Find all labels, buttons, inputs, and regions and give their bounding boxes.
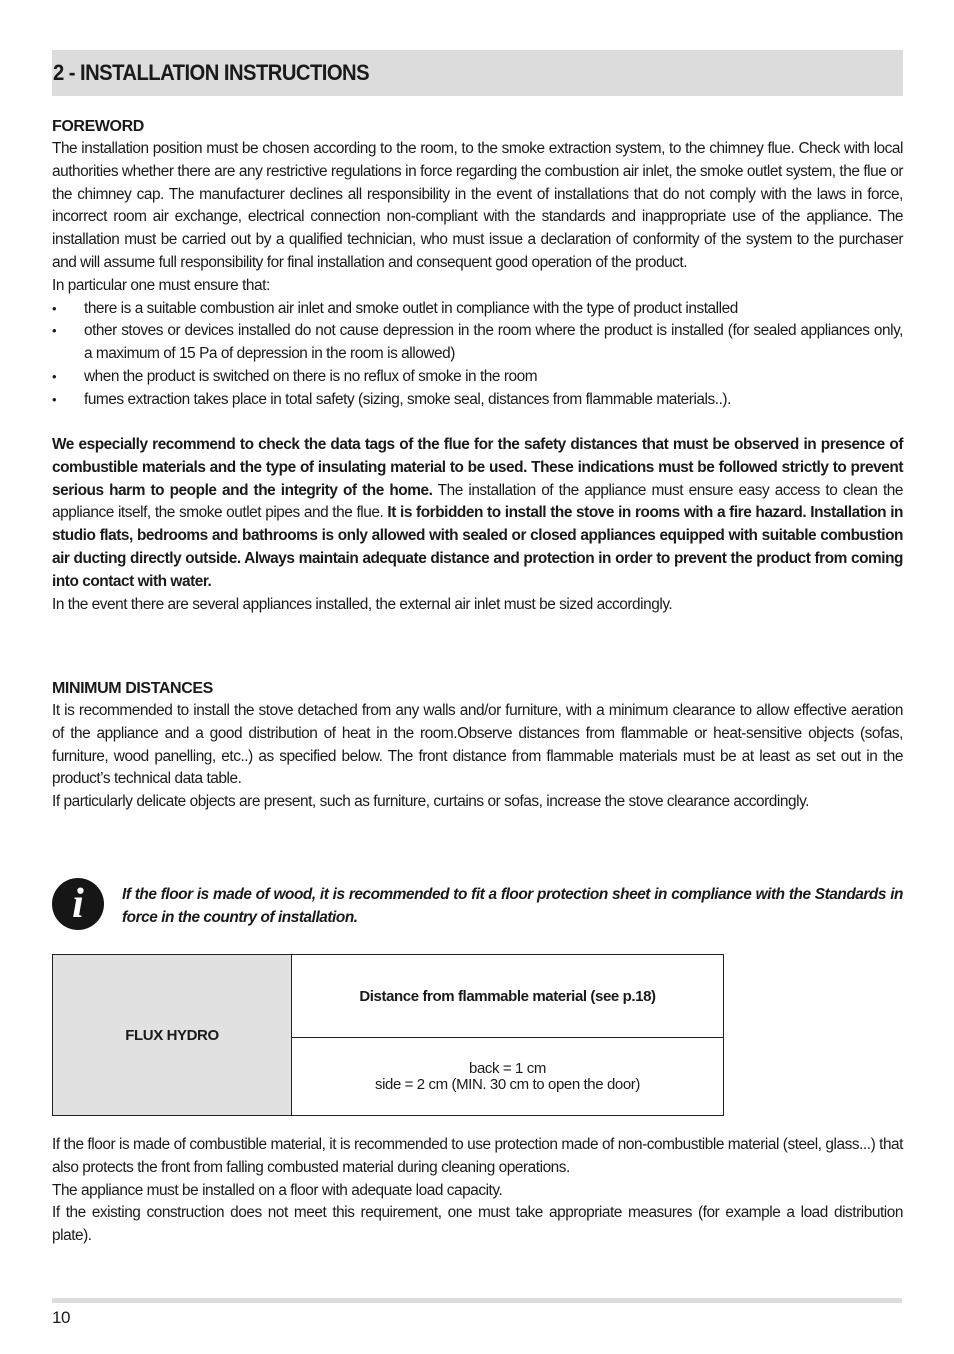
minimum-distances-section bbox=[52, 678, 903, 814]
page-number: 10 bbox=[52, 1308, 70, 1327]
section-header-bar bbox=[52, 50, 903, 96]
info-note-text: If the floor is made of wood, it is recommended to fit a floor protection sheet in compliance with the Standards in force in the country of installation. bbox=[122, 886, 903, 926]
list-item: • there is a suitable combustion air inlet and smoke outlet in compliance with the type of product installed bbox=[52, 298, 903, 321]
warning-normal-text: The installation of the appliance must ensure easy access to clean the appliance itself, the smoke outlet pipes and the flue. bbox=[52, 481, 903, 522]
floor-section bbox=[52, 1134, 903, 1248]
list-item: • other stoves or devices installed do not cause depression in the room where the product is installed (for sealed appliances only, a maximum of 15 Pa of depression in the room is allowed) bbox=[52, 320, 903, 366]
air-inlet-note: In the event there are several appliances installed, the external air inlet must be sized accordingly. bbox=[52, 595, 673, 613]
back-distance: back = 1 cm bbox=[469, 1059, 546, 1077]
warning-bold-text: We especially recommend to check the data tags of the flue for the safety distances that must be observed in presence of combustible materials and the type of insulating material to be used. These indications must be followed strictly to prevent serious harm to people and the integrity of the home. bbox=[52, 436, 903, 499]
footer-bar bbox=[52, 1298, 902, 1303]
warning-fire-hazard-text: It is forbidden to install the stove in rooms with a fire hazard. Installation in studio flats, bedrooms and bathrooms is only allowed with sealed or closed appliances equipped with suitable combustion air ducting directly outside. Always maintain adequate distance and protection in order to prevent the product from coming into contact with water. bbox=[52, 504, 903, 590]
requirements-list bbox=[52, 298, 903, 412]
delicate-objects-paragraph: If particularly delicate objects are present, such as furniture, curtains or sofas, increase the stove clearance accordingly. bbox=[52, 793, 810, 811]
floor-paragraph-2: The appliance must be installed on a floor with adequate load capacity. bbox=[52, 1181, 503, 1199]
info-icon: i bbox=[52, 878, 104, 930]
foreword-section bbox=[52, 116, 903, 412]
model-cell: FLUX HYDRO bbox=[53, 955, 292, 1116]
section-title: 2 - INSTALLATION INSTRUCTIONS bbox=[53, 60, 370, 85]
page bbox=[52, 50, 903, 1245]
foreword-intro: In particular one must ensure that: bbox=[52, 276, 270, 294]
floor-paragraph-1: If the floor is made of combustible material, it is recommended to use protection made of non-combustible material (steel, glass...) that also protects the front from falling combusted material during cleaning operations. bbox=[52, 1136, 903, 1176]
floor-paragraph-3: If the existing construction does not meet this requirement, one must take appropriate measures (for example a load distribution plate). bbox=[52, 1204, 903, 1245]
list-item: • when the product is switched on there is no reflux of smoke in the room bbox=[52, 366, 903, 389]
distance-header-cell: Distance from flammable material (see p.18) bbox=[292, 955, 724, 1038]
safety-warning-section bbox=[52, 434, 903, 616]
minimum-distances-paragraph: It is recommended to install the stove detached from any walls and/or furniture, with a minimum clearance to allow effective aeration of the appliance and a good distribution of heat in the room.Observe distances from flammable or heat-sensitive objects (sofas, furniture, wood panelling, etc..) as specified below. The front distance from flammable materials must be at least as set out in the product’s technical data table. bbox=[52, 702, 903, 788]
info-note bbox=[52, 878, 903, 930]
distance-values-cell bbox=[292, 1038, 724, 1116]
foreword-paragraph: The installation position must be chosen according to the room, to the smoke extraction system, to the chimney flue. Check with local authorities whether there are any restrictive regulations in force regarding the combustion air inlet, the smoke outlet system, the flue or the chimney cap. The manufacturer declines all responsibility in the event of installations that do not comply with the laws in force, incorrect room air exchange, electrical connection non-compliant with the standards and inappropriate use of the appliance. The installation must be carried out by a qualified technician, who must issue a declaration of conformity of the system to the purchaser and will assume full responsibility for final installation and consequent good operation of the product. bbox=[52, 140, 903, 271]
list-item: • fumes extraction takes place in total safety (sizing, smoke seal, distances from flammable materials..). bbox=[52, 389, 903, 412]
distance-table bbox=[52, 954, 724, 1116]
minimum-distances-heading: MINIMUM DISTANCES bbox=[52, 680, 213, 697]
safety-warning-paragraph bbox=[52, 434, 903, 594]
side-distance: side = 2 cm (MIN. 30 cm to open the door) bbox=[375, 1075, 640, 1093]
foreword-heading: FOREWORD bbox=[52, 118, 144, 135]
